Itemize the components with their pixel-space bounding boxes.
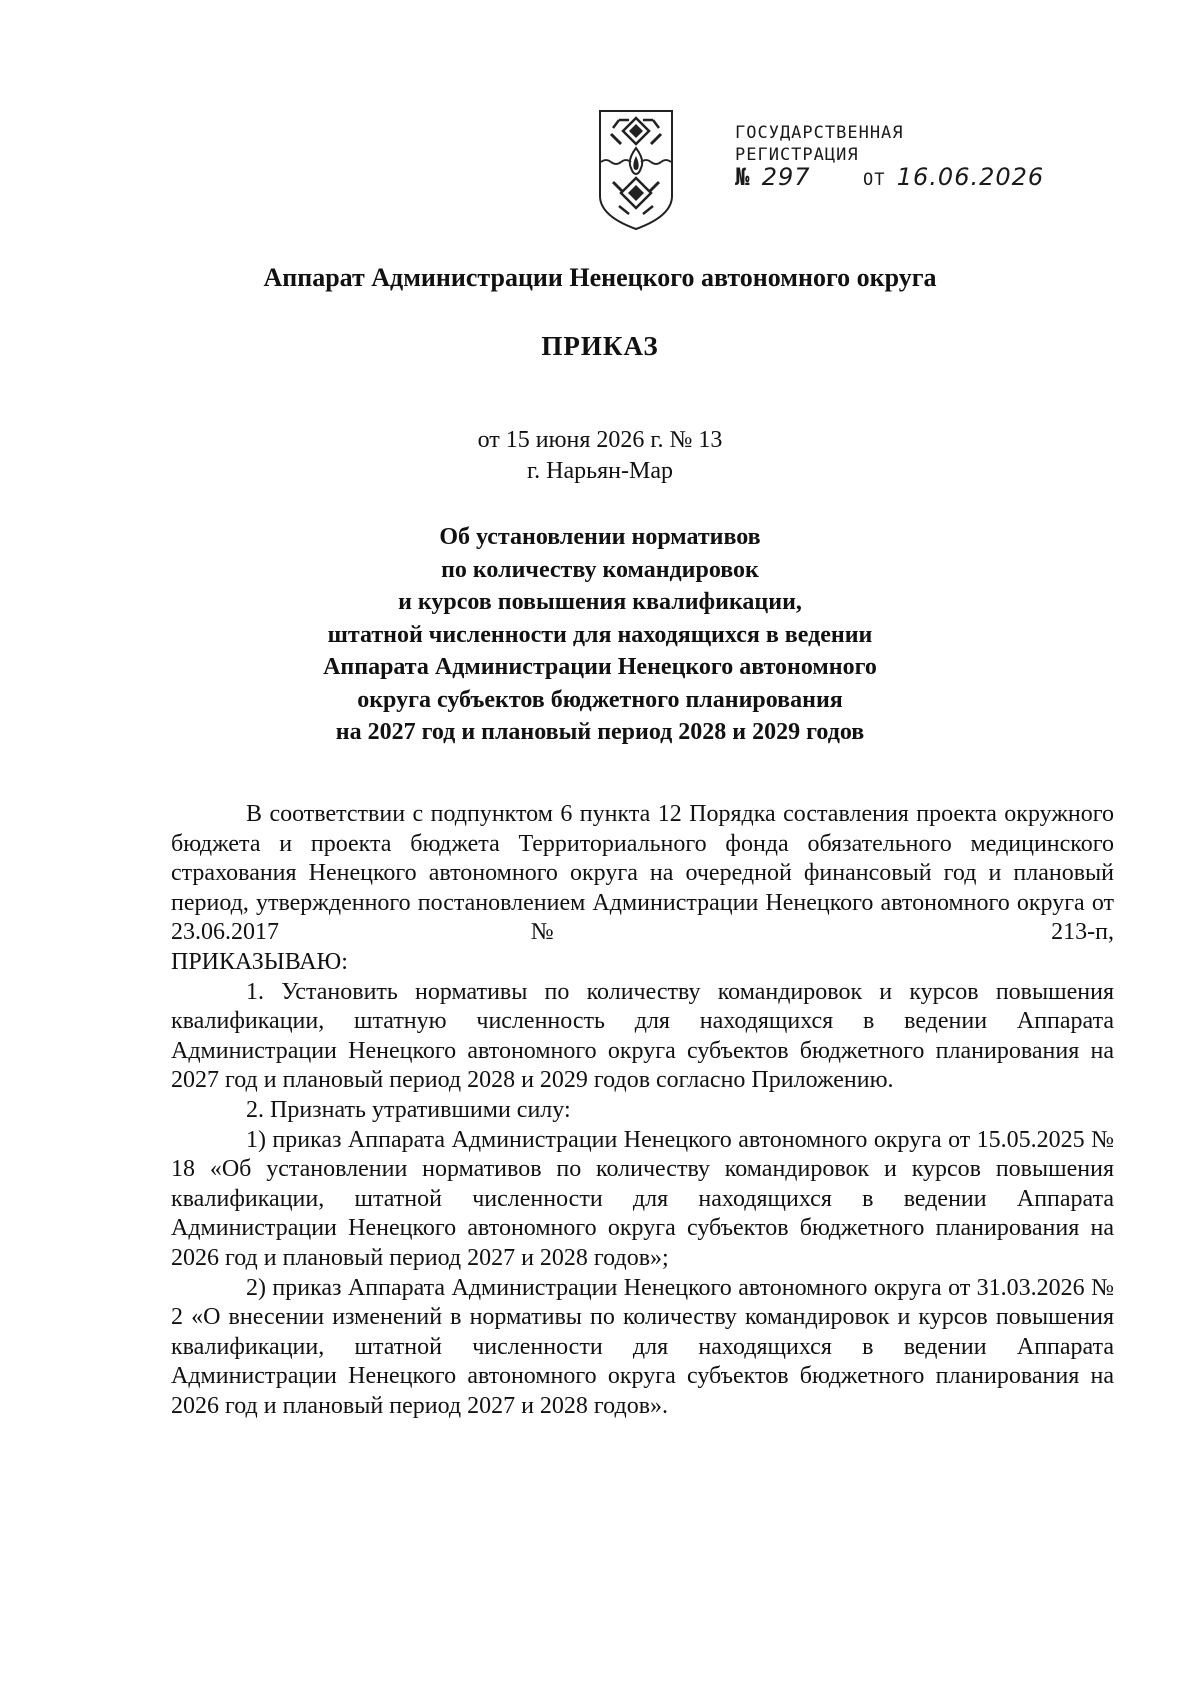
document-title	[0, 521, 1200, 749]
coat-of-arms-icon	[597, 108, 675, 232]
title-line: штатной численности для находящихся в ведении	[327, 621, 873, 648]
title-line: и курсов повышения квалификации,	[398, 589, 802, 615]
item-2-2-paragraph: 2) приказ Аппарата Администрации Ненецкого автономного округа от 31.03.2026 № 2 «О внесении изменений в нормативы по количеству командировок и курсов повышения квалификации, штатной численности для находящихся в ведении Аппарата Администрации Ненецкого автономного округа субъектов бюджетного планирования на 2026 год и плановый период 2027 и 2028 годов».	[171, 1274, 1114, 1419]
registration-number: 297	[761, 163, 811, 191]
title-line: на 2027 год и плановый период 2028 и 2029 годов	[335, 719, 865, 745]
document-type: ПРИКАЗ	[541, 331, 659, 361]
item-2-1-paragraph: 1) приказ Аппарата Администрации Ненецкого автономного округа от 15.05.2025 № 18 «Об установлении нормативов по количеству командировок и курсов повышения квалификации, штатной численности для находящихся в ведении Аппарата Администрации Ненецкого автономного округа субъектов бюджетного планирования на 2026 год и плановый период 2027 и 2028 годов»;	[171, 1126, 1114, 1271]
order-date-number: от 15 июня 2026 г. № 13	[477, 427, 723, 453]
title-line: Об установлении нормативов	[439, 524, 761, 550]
registration-stamp	[735, 122, 1065, 191]
registration-stamp-number-row	[735, 163, 1065, 191]
document-body	[171, 800, 1114, 1421]
title-line: округа субъектов бюджетного планирования	[357, 686, 843, 713]
item-1-paragraph: 1. Установить нормативы по количеству командировок и курсов повышения квалификации, штатную численность для находящихся в ведении Аппарата Администрации Ненецкого автономного округа субъектов бюджетного планирования на 2027 год и плановый период 2028 и 2029 годов согласно Приложению.	[171, 978, 1114, 1094]
preamble-paragraph: В соответствии с подпунктом 6 пункта 12 Порядка составления проекта окружного бюджета и проекта бюджета Территориального фонда обязательного медицинского страхования Ненецкого автономного округа на очередной финансовый год и плановый период, утвержденного постановлением Администрации Ненецкого автономного округа от 23.06.2017 № 213-п,	[171, 801, 1114, 946]
registration-stamp-title: ГОСУДАРСТВЕННАЯ	[735, 123, 904, 143]
organization-name: Аппарат Администрации Ненецкого автономного округа	[263, 263, 937, 292]
registration-stamp-subtitle: РЕГИСТРАЦИЯ	[735, 145, 859, 165]
registration-date: 16.06.2026	[896, 163, 1045, 191]
order-word: ПРИКАЗЫВАЮ:	[171, 948, 348, 975]
item-2-paragraph: 2. Признать утратившими силу:	[246, 1096, 571, 1123]
registration-date-prefix: ОТ	[863, 170, 886, 190]
registration-number-prefix: №	[735, 163, 751, 191]
order-city: г. Нарьян-Мар	[527, 458, 673, 484]
title-line: по количеству командировок	[441, 556, 759, 583]
title-line: Аппарата Администрации Ненецкого автономного	[323, 654, 877, 680]
